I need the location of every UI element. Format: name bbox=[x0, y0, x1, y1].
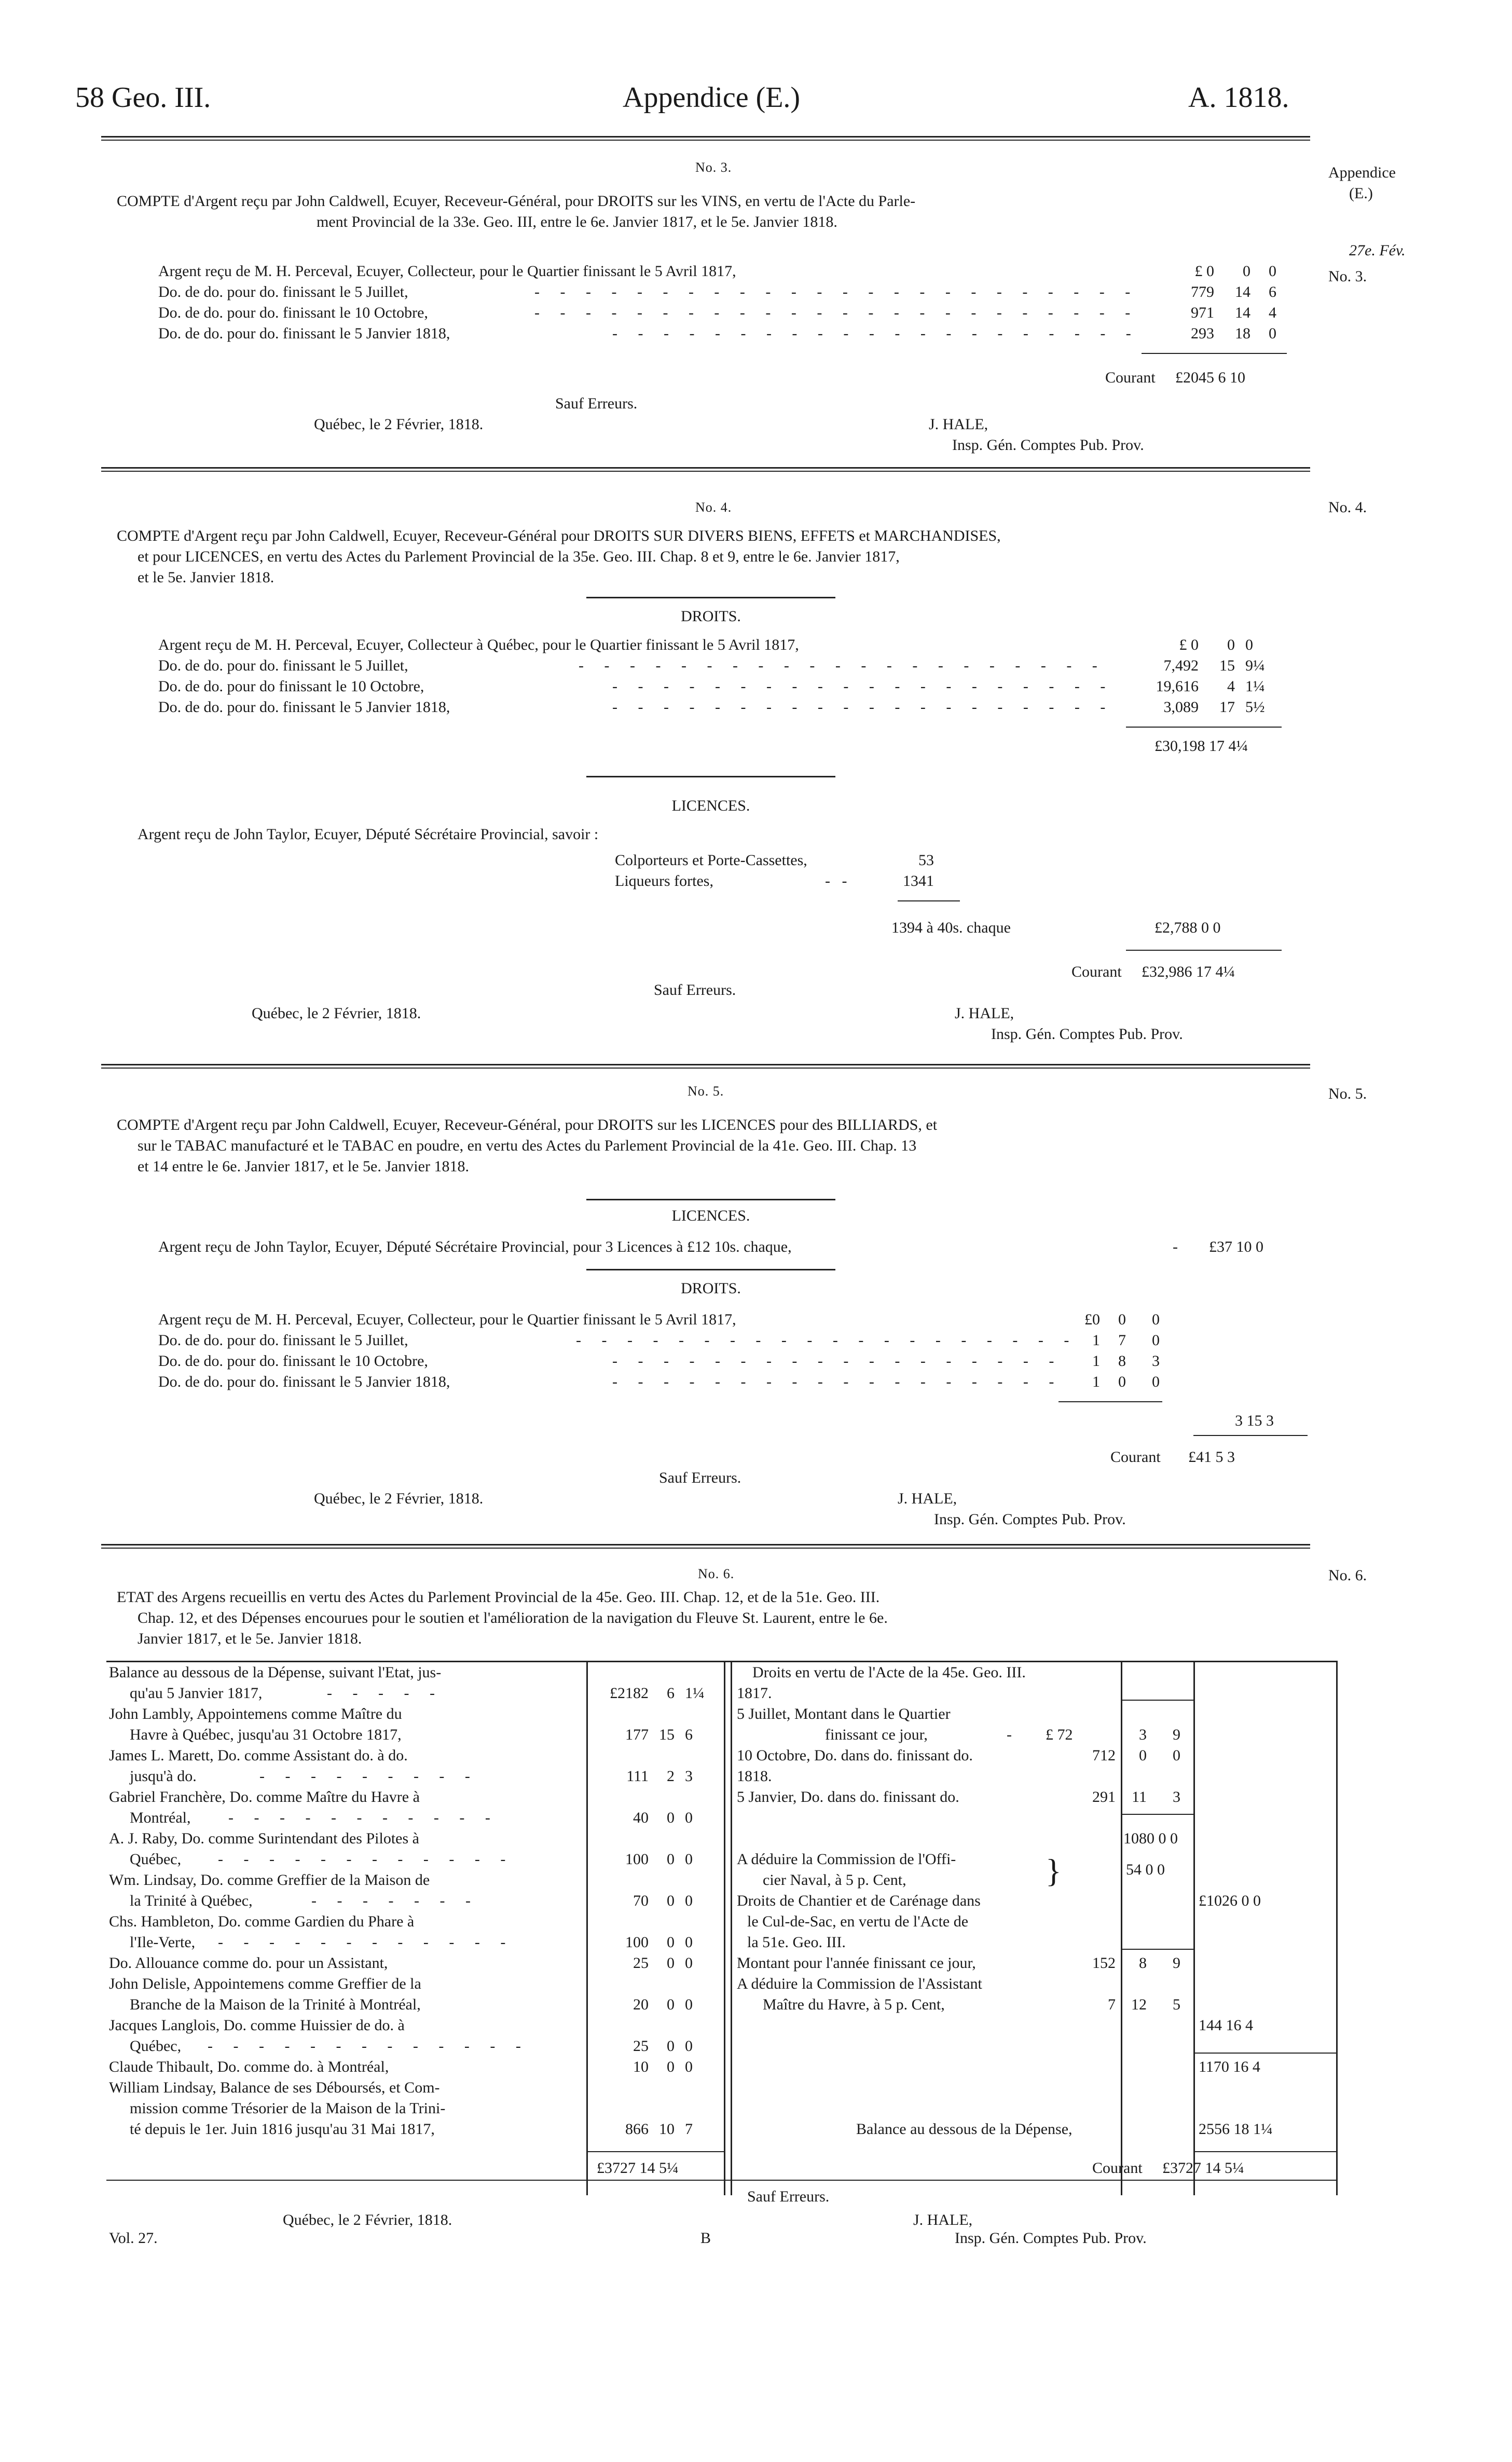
s5-row-pence: 0 bbox=[1152, 1373, 1160, 1390]
s4-sauf-erreurs: Sauf Erreurs. bbox=[654, 981, 736, 999]
s6-expense-text: Do. Allouance comme do. pour un Assistant, bbox=[109, 1954, 388, 1972]
s6-expense-pounds: 20 bbox=[633, 1996, 649, 2013]
s5-subtotal: 3 15 3 bbox=[1235, 1412, 1274, 1429]
brace: } bbox=[1046, 1852, 1062, 1889]
s6-receipt-total: 1170 16 4 bbox=[1199, 2058, 1260, 2075]
s6-receipt-text: 5 Juillet, Montant dans le Quartier bbox=[737, 1705, 951, 1722]
margin-date: 27e. Fév. bbox=[1349, 242, 1406, 259]
s5-title-2: sur le TABAC manufacturé et le TABAC en poudre, en vertu des Actes du Parlement Provincial de la 41e. Geo. III. Chap. 13 bbox=[138, 1137, 917, 1154]
s6-receipt-text: Montant pour l'année finissant ce jour, bbox=[737, 1954, 976, 1972]
s3-row-pounds: 779 bbox=[1191, 283, 1214, 300]
s5-sum-rule bbox=[1193, 1435, 1308, 1436]
s6-receipts-heading: Droits en vertu de l'Acte de la 45e. Geo. III. bbox=[752, 1664, 1026, 1681]
s6-receipts-rule bbox=[1193, 2151, 1336, 2152]
s4-row-pounds: £ 0 bbox=[1179, 636, 1199, 653]
s3-row-text: Argent reçu de M. H. Perceval, Ecuyer, Collecteur, pour le Quartier finissant le 5 Avril 1817, bbox=[158, 263, 736, 280]
leader-dots: - - - - - - - bbox=[311, 1892, 479, 1909]
s5-total: £41 5 3 bbox=[1188, 1448, 1235, 1466]
s5-signature: J. HALE, bbox=[898, 1490, 957, 1507]
s6-receipt-text: finissant ce jour, bbox=[825, 1726, 928, 1743]
s6-expense-text: Chs. Hambleton, Do. comme Gardien du Phare à bbox=[109, 1913, 415, 1930]
s3-row-pounds: 971 bbox=[1191, 304, 1214, 321]
s6-receipt-commission: 54 0 0 bbox=[1126, 1861, 1165, 1878]
s6-receipt-pence: 9 bbox=[1173, 1726, 1180, 1743]
s6-expense-pounds: 100 bbox=[625, 1934, 649, 1951]
s6-receipt-text: la 51e. Geo. III. bbox=[747, 1934, 846, 1951]
s5-row-pounds: 1 bbox=[1092, 1373, 1100, 1390]
s6-expense-pounds: 177 bbox=[625, 1726, 649, 1743]
s3-signature-title: Insp. Gén. Comptes Pub. Prov. bbox=[952, 436, 1144, 454]
s5-row-text: Argent reçu de M. H. Perceval, Ecuyer, Collecteur, pour le Quartier finissant le 5 Avril 1817, bbox=[158, 1311, 736, 1328]
s6-receipts-rule bbox=[1121, 1814, 1193, 1815]
s6-expense-text: Claude Thibault, Do. comme do. à Montréal, bbox=[109, 2058, 389, 2075]
s6-expense-text: qu'au 5 Janvier 1817, bbox=[130, 1685, 263, 1702]
s6-expense-pence: 6 bbox=[685, 1726, 693, 1743]
s3-row-pounds: £ 0 bbox=[1194, 263, 1214, 280]
table-center-rule bbox=[731, 1661, 732, 2195]
leader-dots: - - - - - bbox=[327, 1685, 443, 1702]
s5-sum-rule bbox=[1059, 1401, 1162, 1402]
s6-receipt-pence: 3 bbox=[1173, 1788, 1180, 1806]
s4-row-pence: 0 bbox=[1245, 636, 1253, 653]
s4-signature: J. HALE, bbox=[955, 1005, 1014, 1022]
s4-number: No. 4. bbox=[695, 500, 732, 515]
s3-title-2: ment Provincial de la 33e. Geo. III, entre le 6e. Janvier 1817, et le 5e. Janvier 1818. bbox=[317, 213, 837, 230]
s6-expense-shillings: 0 bbox=[667, 2037, 675, 2055]
s6-receipt-shillings: 3 bbox=[1139, 1726, 1147, 1743]
s6-expense-text: James L. Marett, Do. comme Assistant do. à do. bbox=[109, 1747, 408, 1764]
s5-row-text: Do. de do. pour do. finissant le 5 Janvier 1818, bbox=[158, 1373, 450, 1390]
s4-row-pence: 1¼ bbox=[1245, 678, 1265, 695]
s5-row-shillings: 7 bbox=[1118, 1332, 1126, 1349]
leader-dots: - - - - - - - - - - - - - - - - - - - - - bbox=[612, 325, 1139, 342]
header-session: 58 Geo. III. bbox=[75, 81, 211, 114]
s6-left-sum-rule bbox=[586, 2151, 724, 2152]
s6-expense-text: John Delisle, Appointemens comme Greffier de la bbox=[109, 1975, 421, 1992]
leader-dots: - - - - - - - - - - - - - - - - - - - - - - - - bbox=[534, 304, 1139, 321]
s3-row-pence: 6 bbox=[1269, 283, 1276, 300]
s4-title-3: et le 5e. Janvier 1818. bbox=[138, 569, 274, 586]
s6-expense-pence: 1¼ bbox=[685, 1685, 705, 1702]
s5-row-pounds: 1 bbox=[1092, 1332, 1100, 1349]
leader-dots: - bbox=[1173, 1238, 1178, 1255]
s6-receipt-shillings: 11 bbox=[1132, 1788, 1147, 1806]
s4-row-text: Argent reçu de M. H. Perceval, Ecuyer, Collecteur à Québec, pour le Quartier finissant le 5 Avril 1817, bbox=[158, 636, 799, 653]
s6-expense-text: Jacques Langlois, Do. comme Huissier de do. à bbox=[109, 2017, 405, 2034]
s5-licence-total: £37 10 0 bbox=[1209, 1238, 1263, 1255]
s4-row-shillings: 17 bbox=[1219, 699, 1235, 716]
margin-appendice: Appendice bbox=[1328, 164, 1396, 181]
s6-expense-text: Balance au dessous de la Dépense, suivant l'Etat, jus- bbox=[109, 1664, 442, 1681]
s3-total-label: Courant bbox=[1105, 369, 1156, 386]
s4-licence-label: Liqueurs fortes, bbox=[615, 872, 713, 890]
s3-sauf-erreurs: Sauf Erreurs. bbox=[555, 395, 638, 412]
s3-place-date: Québec, le 2 Février, 1818. bbox=[314, 416, 484, 433]
s3-row-text: Do. de do. pour do. finissant le 5 Juillet, bbox=[158, 283, 408, 300]
leader-dots: - - bbox=[825, 872, 847, 890]
s5-number: No. 5. bbox=[688, 1084, 724, 1099]
s5-row-pence: 0 bbox=[1152, 1332, 1160, 1349]
s3-row-shillings: 18 bbox=[1235, 325, 1250, 342]
s4-signature-title: Insp. Gén. Comptes Pub. Prov. bbox=[991, 1025, 1183, 1043]
s4-licence-count: 53 bbox=[918, 852, 934, 869]
s6-receipt-pence: 0 bbox=[1173, 1747, 1180, 1764]
s6-expense-pence: 0 bbox=[685, 2058, 693, 2075]
s6-expense-shillings: 0 bbox=[667, 1851, 675, 1868]
s6-expense-pence: 0 bbox=[685, 1809, 693, 1826]
s6-receipts-rule bbox=[1121, 1949, 1193, 1950]
s5-droits-heading: DROITS. bbox=[681, 1280, 741, 1297]
s6-expense-pence: 0 bbox=[685, 1934, 693, 1951]
s5-licence-text: Argent reçu de John Taylor, Ecuyer, Député Sécrétaire Provincial, pour 3 Licences à £12 10s. chaque, bbox=[158, 1238, 792, 1255]
leader-dots: - - - - - - - - - - - - - - - - - - - - bbox=[612, 699, 1114, 716]
s6-receipt-pounds: 7 bbox=[1108, 1996, 1116, 2013]
leader-dots: - - - - - - - - - - - - - - - - - - bbox=[612, 1352, 1063, 1370]
s5-total-label: Courant bbox=[1110, 1448, 1161, 1466]
s6-expense-shillings: 10 bbox=[659, 2121, 675, 2138]
s4-row-shillings: 4 bbox=[1227, 678, 1235, 695]
s4-row-text: Do. de do. pour do finissant le 10 Octobre, bbox=[158, 678, 424, 695]
table-column-rule bbox=[586, 1661, 588, 2195]
s6-expense-text: Havre à Québec, jusqu'au 31 Octobre 1817, bbox=[130, 1726, 402, 1743]
s3-row-text: Do. de do. pour do. finissant le 5 Janvier 1818, bbox=[158, 325, 450, 342]
s3-row-text: Do. de do. pour do. finissant le 10 Octobre, bbox=[158, 304, 428, 321]
s5-row-pounds: 1 bbox=[1092, 1352, 1100, 1370]
section-rule bbox=[101, 1064, 1310, 1069]
s4-title-1: COMPTE d'Argent reçu par John Caldwell, Ecuyer, Receveur-Général pour DROITS SUR DIVERS BIENS, EFFETS et MARCHANDISES, bbox=[117, 527, 1001, 544]
s6-expense-text: Gabriel Franchère, Do. comme Maître du Havre à bbox=[109, 1788, 420, 1806]
s3-row-pence: 4 bbox=[1269, 304, 1276, 321]
margin-n5: No. 5. bbox=[1328, 1085, 1367, 1102]
s5-row-pence: 0 bbox=[1152, 1311, 1160, 1328]
s4-droits-heading: DROITS. bbox=[681, 608, 741, 625]
s4-row-pence: 9¼ bbox=[1245, 657, 1265, 674]
s6-expense-text: Québec, bbox=[130, 2037, 182, 2055]
s6-expense-pounds: 111 bbox=[626, 1768, 649, 1785]
s5-row-text: Do. de do. pour do. finissant le 5 Juillet, bbox=[158, 1332, 408, 1349]
s6-balance-value: 2556 18 1¼ bbox=[1199, 2121, 1273, 2138]
s6-expense-shillings: 0 bbox=[667, 1892, 675, 1909]
margin-n6: No. 6. bbox=[1328, 1567, 1367, 1584]
s6-receipt-text: Maître du Havre, à 5 p. Cent, bbox=[763, 1996, 945, 2013]
s4-row-pounds: 3,089 bbox=[1163, 699, 1199, 716]
s6-expense-text: Wm. Lindsay, Do. comme Greffier de la Maison de bbox=[109, 1871, 430, 1889]
s6-expense-shillings: 0 bbox=[667, 1954, 675, 1972]
s6-left-total: £3727 14 5¼ bbox=[597, 2159, 679, 2177]
s6-expense-shillings: 15 bbox=[659, 1726, 675, 1743]
s6-receipt-text: A déduire la Commission de l'Assistant bbox=[737, 1975, 982, 1992]
s4-row-shillings: 0 bbox=[1227, 636, 1235, 653]
s6-expense-pounds: 25 bbox=[633, 2037, 649, 2055]
s5-title-3: et 14 entre le 6e. Janvier 1817, et le 5e. Janvier 1818. bbox=[138, 1158, 469, 1175]
s4-subtotal: £30,198 17 4¼ bbox=[1154, 737, 1248, 755]
s5-sauf-erreurs: Sauf Erreurs. bbox=[659, 1469, 741, 1486]
s5-row-shillings: 0 bbox=[1118, 1311, 1126, 1328]
s6-expense-pounds: 70 bbox=[633, 1892, 649, 1909]
s4-droits-rule bbox=[586, 597, 835, 598]
leader-dots: - - - - - - - - - bbox=[259, 1768, 478, 1785]
s6-expense-text: A. J. Raby, Do. comme Surintendant des Pilotes à bbox=[109, 1830, 419, 1847]
s5-row-shillings: 0 bbox=[1118, 1373, 1126, 1390]
s5-row-pounds: £0 bbox=[1084, 1311, 1100, 1328]
s4-row-shillings: 15 bbox=[1219, 657, 1235, 674]
s6-expense-text: Québec, bbox=[130, 1851, 182, 1868]
s5-signature-title: Insp. Gén. Comptes Pub. Prov. bbox=[934, 1511, 1126, 1528]
s6-sauf-erreurs: Sauf Erreurs. bbox=[747, 2188, 830, 2205]
volume-number: Vol. 27. bbox=[109, 2230, 158, 2247]
s6-receipt-text: le Cul-de-Sac, en vertu de l'Acte de bbox=[747, 1913, 969, 1930]
s6-signature-title: Insp. Gén. Comptes Pub. Prov. bbox=[955, 2230, 1147, 2247]
header-title: Appendice (E.) bbox=[623, 81, 801, 114]
s4-licence-rule bbox=[898, 900, 960, 901]
s6-expense-shillings: 6 bbox=[667, 1685, 675, 1702]
s4-total-label: Courant bbox=[1071, 963, 1122, 980]
s6-expense-text: Branche de la Maison de la Trinité à Montréal, bbox=[130, 1996, 421, 2013]
s4-total: £32,986 17 4¼ bbox=[1142, 963, 1235, 980]
s3-row-shillings: 0 bbox=[1243, 263, 1250, 280]
leader-dots: - - - - - - - - - - - - bbox=[218, 1934, 514, 1951]
s6-expense-shillings: 0 bbox=[667, 1996, 675, 2013]
s3-title-1: COMPTE d'Argent reçu par John Caldwell, Ecuyer, Receveur-Général, pour DROITS sur les VINS, en vertu de l'Acte du Parle- bbox=[117, 193, 916, 210]
s6-number: No. 6. bbox=[698, 1566, 735, 1581]
leader-dots: - bbox=[1007, 1726, 1012, 1743]
s6-expense-shillings: 0 bbox=[667, 1809, 675, 1826]
s3-row-pence: 0 bbox=[1269, 325, 1276, 342]
s6-total: £3727 14 5¼ bbox=[1162, 2159, 1244, 2177]
s5-place-date: Québec, le 2 Février, 1818. bbox=[314, 1490, 484, 1507]
leader-dots: - - - - - - - - - - - - - bbox=[208, 2037, 529, 2055]
s6-expense-pounds: 10 bbox=[633, 2058, 649, 2075]
s3-row-pounds: 293 bbox=[1191, 325, 1214, 342]
s6-receipt-text: Droits de Chantier et de Carénage dans bbox=[737, 1892, 981, 1909]
s4-place-date: Québec, le 2 Février, 1818. bbox=[252, 1005, 421, 1022]
s6-receipt-text: cier Naval, à 5 p. Cent, bbox=[763, 1871, 906, 1889]
s6-expense-pounds: £2182 bbox=[610, 1685, 649, 1702]
s4-licences-heading: LICENCES. bbox=[671, 797, 750, 814]
s6-receipt-pounds: 712 bbox=[1092, 1747, 1116, 1764]
s6-expense-pence: 0 bbox=[685, 1851, 693, 1868]
s5-licences-rule bbox=[586, 1199, 835, 1200]
s3-row-shillings: 14 bbox=[1235, 283, 1250, 300]
s6-balance-label: Balance au dessous de la Dépense, bbox=[856, 2121, 1073, 2138]
s6-receipt-year: 1818. bbox=[737, 1768, 772, 1785]
s6-signature: J. HALE, bbox=[913, 2211, 973, 2228]
s6-place-date: Québec, le 2 Février, 1818. bbox=[283, 2211, 452, 2228]
s6-receipt-pence: 5 bbox=[1173, 1996, 1180, 2013]
s5-title-1: COMPTE d'Argent reçu par John Caldwell, Ecuyer, Receveur-Général, pour DROITS sur les LICENCES pour des BILLIARDS, et bbox=[117, 1116, 938, 1133]
s6-expense-text: té depuis le 1er. Juin 1816 jusqu'au 31 Mai 1817, bbox=[130, 2121, 435, 2138]
s6-receipt-shillings: 0 bbox=[1139, 1747, 1147, 1764]
leader-dots: - - - - - - - - - - - - - - - - - - - - bbox=[612, 678, 1114, 695]
s5-row-text: Do. de do. pour do. finissant le 10 Octobre, bbox=[158, 1352, 428, 1370]
s6-expense-pence: 0 bbox=[685, 1996, 693, 2013]
s6-receipt-shillings: 8 bbox=[1139, 1954, 1147, 1972]
s6-expense-text: mission comme Trésorier de la Maison de la Trini- bbox=[130, 2100, 446, 2117]
s6-expense-pounds: 866 bbox=[625, 2121, 649, 2138]
s4-licences-intro: Argent reçu de John Taylor, Ecuyer, Député Sécrétaire Provincial, savoir : bbox=[138, 826, 599, 843]
leader-dots: - - - - - - - - - - - bbox=[228, 1809, 499, 1826]
leader-dots: - - - - - - - - - - - - - - - - - - - - bbox=[576, 1332, 1078, 1349]
leader-dots: - - - - - - - - - - - - - - - - - - - - - - - - bbox=[534, 283, 1139, 300]
s6-receipt-pence: 9 bbox=[1173, 1954, 1180, 1972]
s6-expense-shillings: 2 bbox=[667, 1768, 675, 1785]
s4-licence-total: £2,788 0 0 bbox=[1154, 919, 1221, 936]
s6-expense-pence: 3 bbox=[685, 1768, 693, 1785]
s6-expense-pence: 0 bbox=[685, 1892, 693, 1909]
s4-row-text: Do. de do. pour do. finissant le 5 Janvier 1818, bbox=[158, 699, 450, 716]
margin-appendice-e: (E.) bbox=[1349, 185, 1373, 202]
s6-expense-pounds: 100 bbox=[625, 1851, 649, 1868]
s6-expense-pounds: 25 bbox=[633, 1954, 649, 1972]
s6-title-1: ETAT des Argens recueillis en vertu des Actes du Parlement Provincial de la 45e. Geo. III. Chap. 12, et de la 51e. Geo. III. bbox=[117, 1589, 880, 1606]
s6-receipt-net: 144 16 4 bbox=[1199, 2017, 1253, 2034]
s3-total: £2045 6 10 bbox=[1175, 369, 1245, 386]
table-center-rule bbox=[724, 1661, 725, 2195]
s6-expense-pounds: 40 bbox=[633, 1809, 649, 1826]
s6-expense-text: jusqu'à do. bbox=[130, 1768, 197, 1785]
s6-total-label: Courant bbox=[1092, 2159, 1143, 2177]
s5-licences-heading: LICENCES. bbox=[671, 1207, 750, 1224]
section-rule bbox=[101, 467, 1310, 472]
s6-receipt-sum: 1080 0 0 bbox=[1123, 1830, 1178, 1847]
s4-row-text: Do. de do. pour do. finissant le 5 Juillet, bbox=[158, 657, 408, 674]
table-column-rule bbox=[1336, 1661, 1338, 2195]
section-rule bbox=[101, 1544, 1310, 1549]
s6-expense-text: John Lambly, Appointemens comme Maître du bbox=[109, 1705, 402, 1722]
s6-expense-text: Montréal, bbox=[130, 1809, 191, 1826]
leader-dots: - - - - - - - - - - - - bbox=[218, 1851, 514, 1868]
s3-row-shillings: 14 bbox=[1235, 304, 1250, 321]
s4-row-pounds: 19,616 bbox=[1156, 678, 1199, 695]
s6-expense-shillings: 0 bbox=[667, 1934, 675, 1951]
s4-licence-sum: 1394 à 40s. chaque bbox=[891, 919, 1011, 936]
s5-row-pence: 3 bbox=[1152, 1352, 1160, 1370]
s6-expense-pence: 0 bbox=[685, 2037, 693, 2055]
s4-row-pounds: 7,492 bbox=[1163, 657, 1199, 674]
s4-licences-rule bbox=[586, 776, 835, 777]
s5-droits-rule bbox=[586, 1269, 835, 1270]
s6-expense-text: William Lindsay, Balance de ses Déboursés, et Com- bbox=[109, 2079, 440, 2096]
s6-expense-pence: 7 bbox=[685, 2121, 693, 2138]
header-year: A. 1818. bbox=[1188, 81, 1289, 114]
s4-licence-count: 1341 bbox=[903, 872, 934, 890]
table-bottom-rule bbox=[106, 2180, 1336, 2181]
s6-receipt-text: A déduire la Commission de l'Offi- bbox=[737, 1851, 956, 1868]
s4-title-2: et pour LICENCES, en vertu des Actes du Parlement Provincial de la 35e. Geo. III. Chap. 8 et 9, entre le 6e. Janvier 1817, bbox=[138, 548, 900, 565]
leader-dots: - - - - - - - - - - - - - - - - - - bbox=[612, 1373, 1063, 1390]
leader-dots: - - - - - - - - - - - - - - - - - - - - - bbox=[579, 657, 1106, 674]
s4-licence-label: Colporteurs et Porte-Cassettes, bbox=[615, 852, 807, 869]
s4-sum-rule bbox=[1126, 727, 1282, 728]
margin-n4: No. 4. bbox=[1328, 499, 1367, 516]
s6-receipt-text: 10 Octobre, Do. dans do. finissant do. bbox=[737, 1747, 973, 1764]
s4-row-pence: 5½ bbox=[1245, 699, 1265, 716]
signature-mark: B bbox=[700, 2230, 711, 2247]
s6-receipt-text: 5 Janvier, Do. dans do. finissant do. bbox=[737, 1788, 959, 1806]
table-top-rule bbox=[106, 1661, 1336, 1662]
s6-receipts-rule bbox=[1121, 1700, 1193, 1701]
s3-row-pence: 0 bbox=[1269, 263, 1276, 280]
table-column-rule bbox=[1193, 1661, 1195, 2195]
table-column-rule bbox=[1121, 1661, 1122, 2195]
s4-sum-rule bbox=[1126, 950, 1282, 951]
s6-receipts-rule bbox=[1193, 2053, 1336, 2054]
s6-receipt-pounds: 291 bbox=[1092, 1788, 1116, 1806]
header-rule bbox=[101, 136, 1310, 141]
s3-sum-rule bbox=[1142, 353, 1287, 354]
s6-receipt-pounds: £ 72 bbox=[1046, 1726, 1073, 1743]
s3-signature: J. HALE, bbox=[929, 416, 988, 433]
s6-receipt-shillings: 12 bbox=[1131, 1996, 1147, 2013]
s5-row-shillings: 8 bbox=[1118, 1352, 1126, 1370]
s6-title-3: Janvier 1817, et le 5e. Janvier 1818. bbox=[138, 1630, 362, 1647]
s6-expense-text: l'Ile-Verte, bbox=[130, 1934, 196, 1951]
s6-expense-shillings: 0 bbox=[667, 2058, 675, 2075]
s6-expense-pence: 0 bbox=[685, 1954, 693, 1972]
s6-receipts-year: 1817. bbox=[737, 1685, 772, 1702]
s6-title-2: Chap. 12, et des Dépenses encourues pour le soutien et l'amélioration de la navigation du Fleuve St. Laurent, entre le 6e. bbox=[138, 1609, 888, 1626]
s6-receipt-net: £1026 0 0 bbox=[1199, 1892, 1261, 1909]
s6-expense-text: la Trinité à Québec, bbox=[130, 1892, 253, 1909]
margin-n3: No. 3. bbox=[1328, 268, 1367, 285]
s6-receipt-pounds: 152 bbox=[1092, 1954, 1116, 1972]
s3-number: No. 3. bbox=[695, 160, 732, 175]
